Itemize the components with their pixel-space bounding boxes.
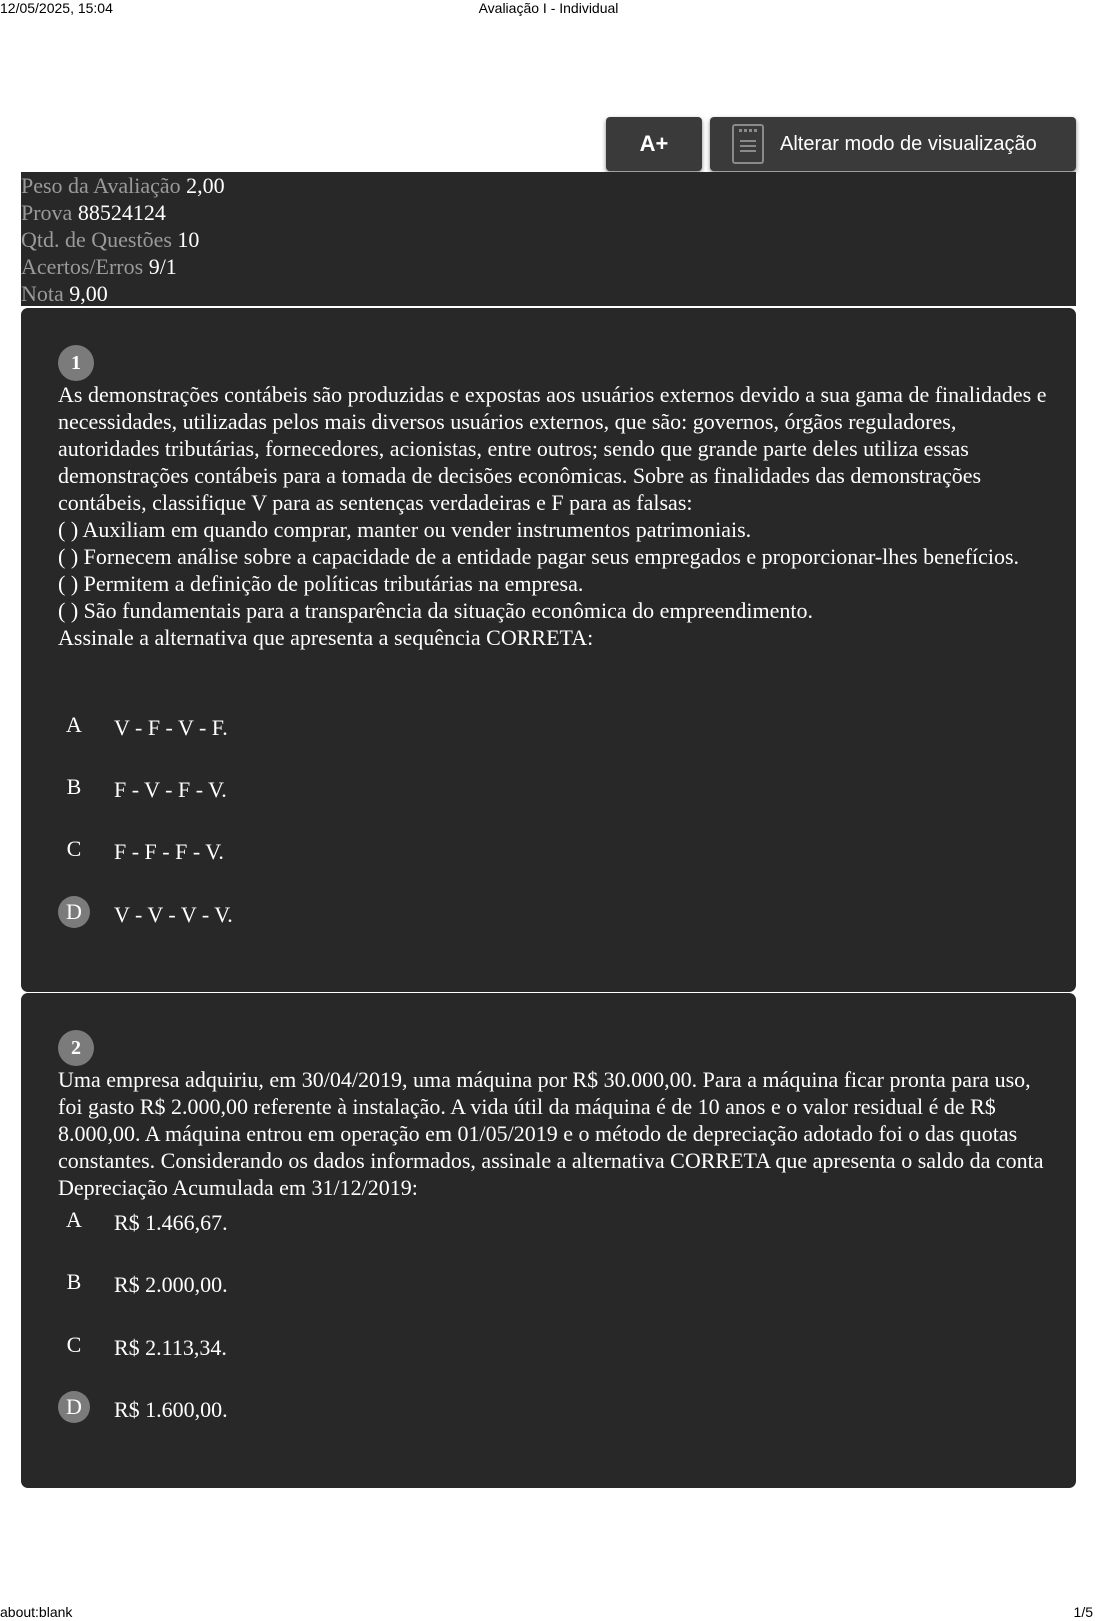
assessment-info	[21, 172, 1076, 306]
font-size-increase-button[interactable]: A+	[606, 117, 702, 171]
print-page-number: 1/5	[1073, 1604, 1093, 1620]
acertos-erros-value: 9/1	[148, 254, 177, 279]
prova-value: 88524124	[77, 200, 166, 225]
prova-row: Prova 88524124	[21, 200, 166, 225]
qtd-questoes-value: 10	[177, 227, 200, 252]
alternative-letter: C	[66, 836, 82, 861]
alternative-text: V - F - V - F.	[114, 715, 228, 740]
alternative-letter: A	[66, 712, 82, 737]
question-text: Uma empresa adquiriu, em 30/04/2019, uma máquina por R$ 30.000,00. Para a máquina ficar pronta para uso, foi gasto R$ 2.000,00 referente à instalação. A vida útil da máquina é de 10 anos e o valor residual é de R$ 8.000,00. A máquina entrou em operação em 01/05/2019 e o método de depreciação adotado foi o das quotas constantes. Considerando os dados informados, assinale a alternativa CORRETA que apresenta o saldo da conta Depreciação Acumulada em 31/12/2019:	[58, 1067, 1044, 1200]
qtd-questoes-row: Qtd. de Questões 10	[21, 227, 200, 252]
print-doc-title: Avaliação I - Individual	[478, 0, 619, 16]
print-url: about:blank	[0, 1604, 73, 1620]
alternative-letter: C	[66, 1332, 82, 1357]
alternative-text: R$ 2.113,34.	[114, 1335, 227, 1360]
alternative-text: V - V - V - V.	[114, 902, 233, 927]
alternative-text: R$ 2.000,00.	[114, 1272, 228, 1297]
acertos-erros-row: Acertos/Erros 9/1	[21, 254, 177, 279]
question-number-badge: 2	[58, 1030, 94, 1066]
peso-row: Peso da Avaliação 2,00	[21, 173, 225, 198]
peso-value: 2,00	[186, 173, 225, 198]
view-mode-label: Alterar modo de visualização	[780, 132, 1037, 155]
alternative-letter-selected: D	[58, 1391, 90, 1423]
alternative-text: R$ 1.466,67.	[114, 1210, 228, 1235]
question-text: As demonstrações contábeis são produzidas e expostas aos usuários externos devido a sua gama de finalidades e necessidades, utilizadas pelos mais diversos usuários externos, que são: governos, órgãos reguladores, autoridades tributárias, fornecedores, acionistas, entre outros; sendo que grande parte deles utiliza essas demonstrações contábeis para a tomada de decisões econômicas. Sobre as finalidades das demonstrações contábeis, classifique V para as sentenças verdadeiras e F para as falsas: ( ) Auxiliam em quando comprar, manter ou vender instrumentos patrimoniais. ( ) Fornecem análise sobre a capacidade de a entidade pagar seus empregados e proporcionar-lhes benefícios. ( ) Permitem a definição de políticas tributárias na empresa. ( ) São fundamentais para a transparência da situação econômica do empreendimento. Assinale a alternativa que apresenta a sequência CORRETA:	[58, 382, 1047, 650]
alternative-a[interactable]	[58, 709, 958, 749]
alternative-letter: B	[66, 774, 82, 799]
alternative-d[interactable]	[58, 1391, 958, 1431]
view-mode-button[interactable]	[710, 117, 1076, 171]
print-datetime: 12/05/2025, 15:04	[0, 0, 113, 16]
nota-value: 9,00	[69, 281, 108, 306]
question-card	[21, 308, 1076, 992]
print-footer	[0, 1604, 1097, 1620]
alternative-c[interactable]	[58, 1329, 958, 1369]
print-header	[0, 0, 1097, 16]
alternative-letter: B	[66, 1269, 82, 1294]
alternative-letter-selected: D	[58, 896, 90, 928]
alternative-a[interactable]	[58, 1204, 958, 1244]
alternative-b[interactable]	[58, 771, 958, 811]
nota-row: Nota 9,00	[21, 281, 108, 306]
alternative-d[interactable]	[58, 896, 958, 936]
alternative-text: R$ 1.600,00.	[114, 1397, 228, 1422]
question-card	[21, 993, 1076, 1488]
alternative-b[interactable]	[58, 1266, 958, 1306]
document-icon	[732, 124, 764, 164]
alternative-letter: A	[66, 1207, 82, 1232]
alternative-c[interactable]	[58, 833, 958, 873]
alternative-text: F - V - F - V.	[114, 777, 227, 802]
alternative-text: F - F - F - V.	[114, 839, 224, 864]
question-number-badge: 1	[58, 345, 94, 381]
